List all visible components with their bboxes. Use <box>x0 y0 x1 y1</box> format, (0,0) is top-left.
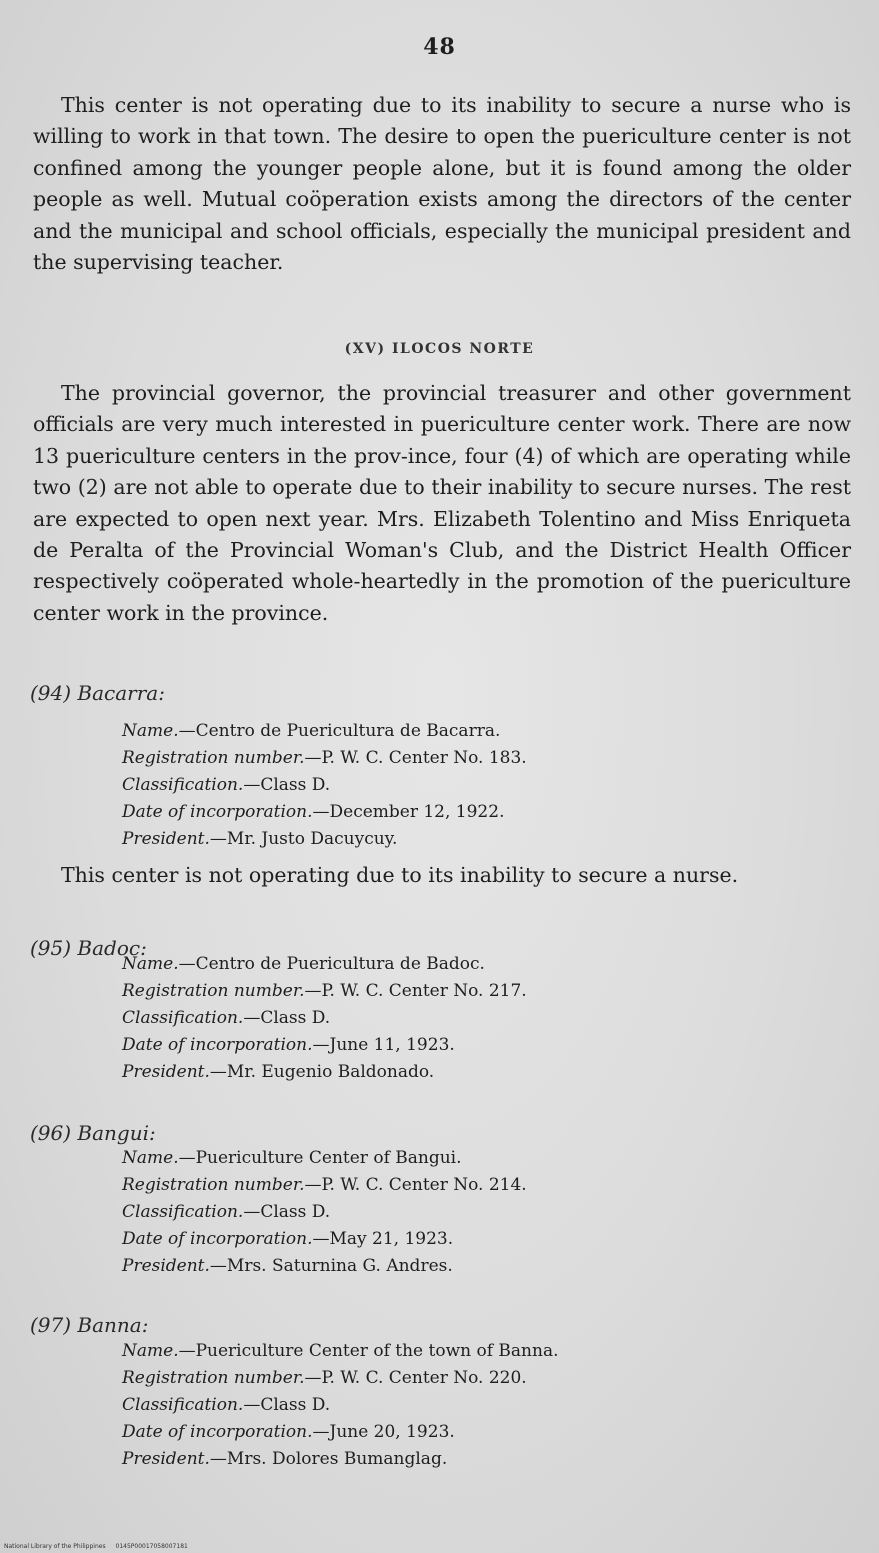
entry-value: —P. W. C. Center No. 217. <box>304 981 527 1001</box>
entry-line <box>122 1145 822 1172</box>
entry-label: Classification. <box>122 1395 244 1415</box>
entry-value: —Mr. Eugenio Baldonado. <box>209 1062 435 1082</box>
scan-footer <box>4 1543 196 1550</box>
entry-value: —P. W. C. Center No. 183. <box>304 748 527 768</box>
footer-code: 0145P00017058007181 <box>115 1543 188 1550</box>
entry-value: —Mrs. Saturnina G. Andres. <box>209 1256 453 1276</box>
entry-value: —Puericulture Center of the town of Banna. <box>178 1341 559 1361</box>
entry-label: Registration number. <box>122 748 305 768</box>
entry-value: —Mrs. Dolores Bumanglag. <box>209 1449 448 1469</box>
entry-line <box>122 1005 822 1032</box>
entry-label: Classification. <box>122 1202 244 1222</box>
entry-line <box>122 772 822 799</box>
entry-line <box>122 1446 822 1473</box>
page-number: 48 <box>423 34 456 60</box>
entry-value: —Class D. <box>243 1008 331 1028</box>
entry-line <box>122 1253 822 1280</box>
entry-value: —Mr. Justo Dacuycuy. <box>209 829 398 849</box>
entry-label: Date of incorporation. <box>122 1229 313 1249</box>
section-heading: (XV) ILOCOS NORTE <box>344 341 535 357</box>
paragraph-bacarra-note: This center is not operating due to its inability to secure a nurse. <box>61 863 739 887</box>
entry-line <box>122 1172 822 1199</box>
entry-title-bacarra: (94) Bacarra: <box>30 681 165 705</box>
entry-value: —P. W. C. Center No. 220. <box>304 1368 527 1388</box>
entry-value: —Puericulture Center of Bangui. <box>178 1148 462 1168</box>
entry-line <box>122 1338 822 1365</box>
paragraph-intro: This center is not operating due to its inability to secure a nurse who is willing to work in that town. The desire to open the puericulture center is not confined among the younger people alone, but it is found among the older people as well. Mutual coöperation exists among the directors of the center and the municipal and school officials, especially the municipal president and the supervising teacher. <box>33 93 851 275</box>
entry-label: Name. <box>122 721 179 741</box>
entry-label: Date of incorporation. <box>122 1422 313 1442</box>
entry-value: —P. W. C. Center No. 214. <box>304 1175 527 1195</box>
entry-label: Name. <box>122 1341 179 1361</box>
entry-line <box>122 1226 822 1253</box>
entry-value: —Class D. <box>243 775 331 795</box>
entry-label: President. <box>122 1256 210 1276</box>
entry-line <box>122 1032 822 1059</box>
entry-label: Classification. <box>122 775 244 795</box>
entry-line <box>122 951 822 978</box>
entry-label: Registration number. <box>122 1368 305 1388</box>
entry-label: Registration number. <box>122 981 305 1001</box>
entry-details-banna <box>122 1338 822 1473</box>
entry-label: President. <box>122 829 210 849</box>
entry-label: President. <box>122 1449 210 1469</box>
entry-value: —Class D. <box>243 1395 331 1415</box>
entry-label: President. <box>122 1062 210 1082</box>
entry-title-bangui: (96) Bangui: <box>30 1121 156 1145</box>
paragraph-province: The provincial governor, the provincial treasurer and other government officials are very much interested in puericulture center work. There are now 13 puericulture centers in the prov-ince, four (4) of which are operating while two (2) are not able to operate due to their inability to secure nurses. The rest are expected to open next year. Mrs. Elizabeth Tolentino and Miss Enriqueta de Peralta of the Provincial Woman's Club, and the District Health Officer respectively coöperated whole-heartedly in the promotion of the puericulture center work in the province. <box>33 381 851 625</box>
entry-value: —June 11, 1923. <box>312 1035 455 1055</box>
entry-line <box>122 799 822 826</box>
footer-library: National Library of the Philippines <box>4 1543 106 1550</box>
entry-label: Registration number. <box>122 1175 305 1195</box>
entry-label: Date of incorporation. <box>122 1035 313 1055</box>
entry-line <box>122 1199 822 1226</box>
entry-details-bangui <box>122 1145 822 1280</box>
entry-value: —June 20, 1923. <box>312 1422 455 1442</box>
entry-line <box>122 718 822 745</box>
entry-value: —Centro de Puericultura de Badoc. <box>178 954 485 974</box>
entry-details-badoc <box>122 951 822 1086</box>
entry-label: Name. <box>122 1148 179 1168</box>
entry-line <box>122 1059 822 1086</box>
entry-line <box>122 1392 822 1419</box>
entry-title-banna: (97) Banna: <box>30 1313 149 1337</box>
entry-value: —December 12, 1922. <box>312 802 505 822</box>
entry-line <box>122 1365 822 1392</box>
entry-title-badoc: (95) Badoc: <box>30 936 147 960</box>
entry-line <box>122 978 822 1005</box>
entry-label: Classification. <box>122 1008 244 1028</box>
entry-label: Date of incorporation. <box>122 802 313 822</box>
entry-value: —Class D. <box>243 1202 331 1222</box>
entry-details-bacarra <box>122 718 822 853</box>
entry-value: —Centro de Puericultura de Bacarra. <box>178 721 501 741</box>
entry-line <box>122 745 822 772</box>
entry-label: Name. <box>122 954 179 974</box>
entry-value: —May 21, 1923. <box>312 1229 454 1249</box>
entry-line <box>122 826 822 853</box>
entry-line <box>122 1419 822 1446</box>
